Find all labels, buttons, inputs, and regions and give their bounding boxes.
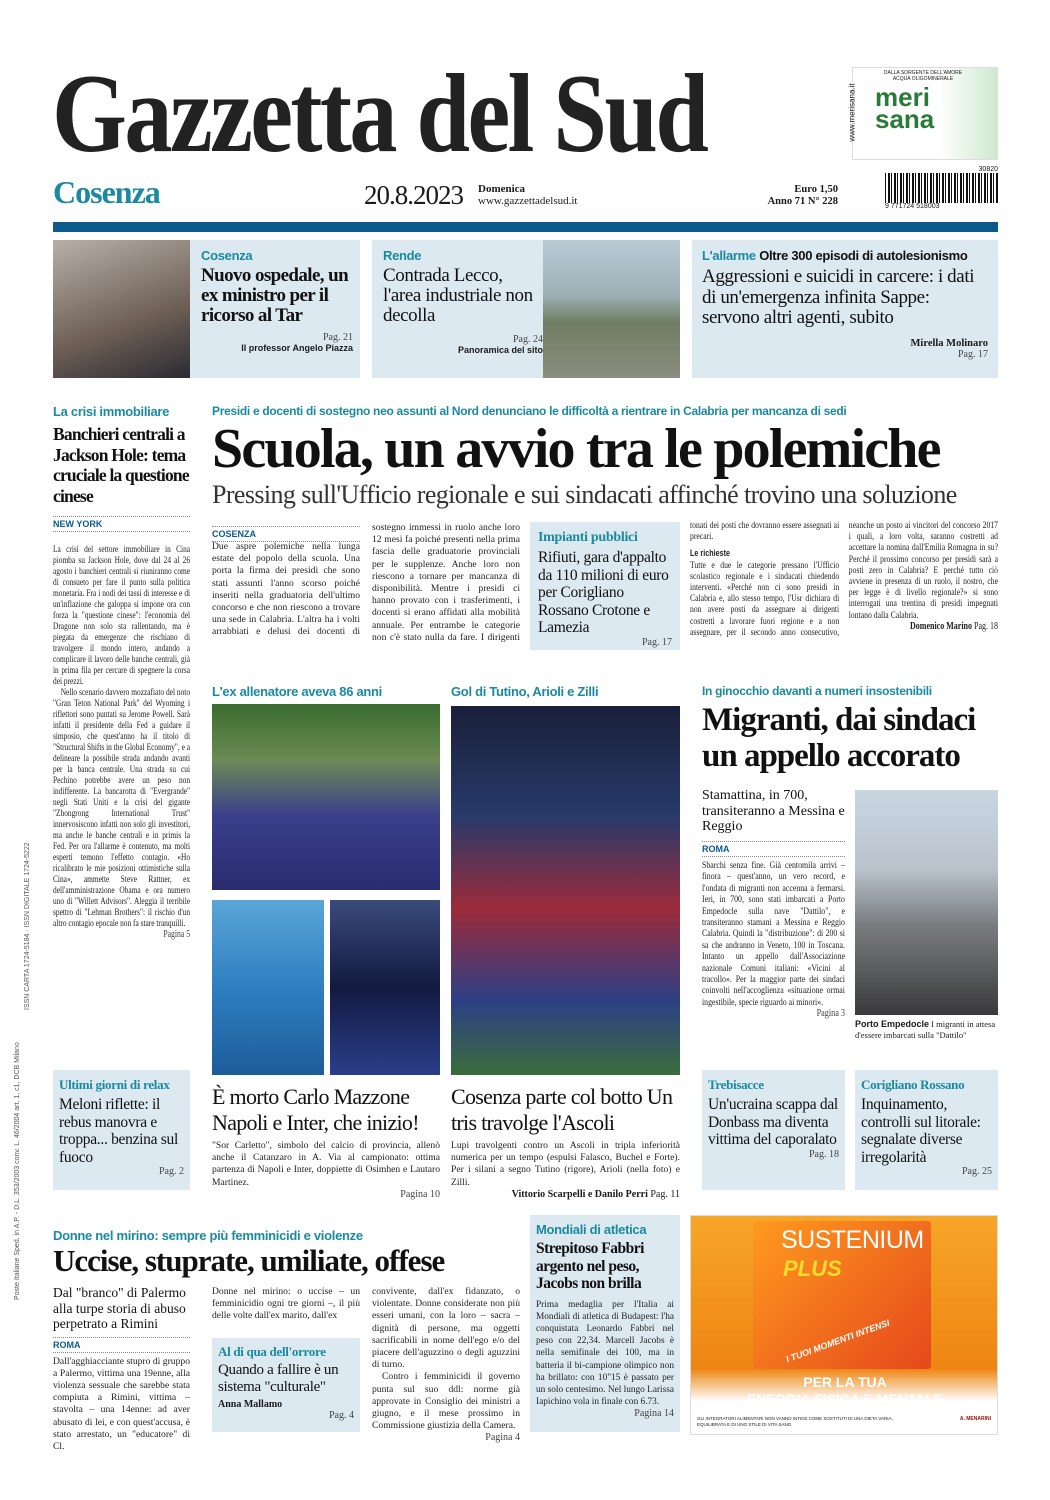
weekday: Domenica <box>478 183 526 195</box>
kicker: In ginocchio davanti a numeri insostenibili <box>702 684 932 698</box>
teaser-kicker: L'allarme <box>702 248 756 263</box>
kicker: Gol di Tutino, Arioli e Zilli <box>451 684 599 699</box>
header-bar <box>53 222 998 232</box>
page-ref: Pag. 21 <box>323 332 353 343</box>
headline: Rifiuti, gara d'appalto da 110 milioni di euro per Corigliano Rossano Crotone e Lamezia <box>538 549 669 636</box>
kicker: Donne nel mirino: sempre più femminicidi e violenze <box>53 1228 363 1243</box>
teaser-kicker: Cosenza <box>201 248 253 263</box>
box-impianti[interactable] <box>530 522 680 650</box>
page-ref: Pag. 18 <box>974 620 998 632</box>
teaser-headline: Contrada Lecco, l'area industriale non decolla <box>383 265 533 326</box>
photo-caption: I migranti in attesa d'essere imbarcati sulla "Dattilo" <box>855 1019 996 1040</box>
photo-caption: Il professor Angelo Piazza <box>241 343 353 353</box>
lead-body-1 <box>212 522 520 650</box>
page-ref: Pagina 5 <box>163 929 191 940</box>
summary: "Sor Carletto", simbolo del calcio di provincia, allenò anche il Catanzaro in A. Via al campionato: ottima partenza di Napoli e Inter, doppiette di Osimhen e Lautaro Martinez. <box>212 1140 440 1188</box>
issn-notice: ISSN CARTA 1724-5184 · ISSN DIGITALE 1724-5222 <box>24 842 31 1010</box>
barcode-digits: 9 771724 518003 <box>885 203 940 210</box>
paragraph: Sbarchi senza fine. Già centomila arrivi – finora – quest'anno, un vero record, e l'ondata di migranti non accenna a fermarsi. Ieri, in 700, sono stati imbarcati a Porto Empedocle sulla nave "Dattilo", e transiteranno stamani a Messina e Reggio Calabria. Quindi la "distribuzione": di 200 si sa che andranno in Veneto, 100 in Toscana. Intanto un appello dall'Associazione nazionale Comuni italiani: «Vicini al tracollo». Per la maggior parte dei sindaci coinvolti nell'accoglienza «situazione ormai ingestibile, specie riguardo ai minori». <box>702 860 845 1008</box>
kicker: Corigliano Rossano <box>861 1077 965 1092</box>
headline: Meloni riflette: il rebus manovra e troppa... benzina sul fuoco <box>59 1096 178 1166</box>
postal-notice: Poste Italiane Sped. in A.P. - D.L. 353/2003 conv. L. 46/2004 art. 1, c1, DCB Milano <box>14 1042 21 1300</box>
photo-carlo-mazzone <box>212 704 440 890</box>
page-ref: Pag. 11 <box>650 1188 680 1200</box>
migranti-body <box>702 860 845 1019</box>
dateline: ROMA <box>702 841 845 857</box>
ad-brand: SUSTENIUM <box>781 1226 924 1254</box>
teaser-headline: Aggressioni e suicidi in carcere: i dati di un'emergenza infinita Sappe: servono altri agenti, subito <box>702 266 975 328</box>
subtitle: Le richieste <box>690 548 731 559</box>
page-ref: Pagina 3 <box>816 1008 845 1020</box>
headline: Inquinamento, controlli sul litorale: segnalate diverse irregolarità <box>861 1096 981 1166</box>
headline[interactable]: Uccise, stuprate, umiliate, offese <box>53 1243 445 1278</box>
lead-kicker: Presidi e docenti di sostegno neo assunti al Nord denunciano le difficoltà a rientrare in Calabria per mancanza di sedi <box>212 404 847 418</box>
page-ref: Pag. 17 <box>642 636 672 648</box>
photo-caption: Panoramica del sito <box>457 345 543 355</box>
paragraph: La crisi del settore immobiliare in Cina piomba su Jackson Hole, dove dal 24 al 26 agosto i banchieri centrali si riuniranno come di consueto per fare il punto sulla politica monetaria. Fra i nodi dei tassi di interesse e di un'inflazione che galoppa si impone ora con forza la "questione cinese": l'economia del Dragone non solo sta rallentando, ma è piegata da emergenze che rischiano di travolgere il mondo intero, andando a complicare il lavoro delle banche centrali, già in prima fila per cercare di spegnere la corsa dei prezzi. <box>53 544 191 687</box>
website-link[interactable]: www.gazzettadelsud.it <box>478 195 578 207</box>
caption-place: Porto Empedocle <box>855 1019 930 1029</box>
merisana-ad[interactable] <box>847 67 998 160</box>
ad-slogan: PER LA TUA <box>803 1374 887 1390</box>
photo-lautaro <box>330 900 440 1075</box>
paragraph: Donne nel mirino: o uccise – un femminicidio ogni tre giorni –, il più delle volte dall'ex marito, dall'ex <box>212 1286 360 1322</box>
kicker: Impianti pubblici <box>538 530 638 545</box>
dateline: COSENZA <box>212 526 360 542</box>
issue-number: Anno 71 N° 228 <box>767 196 838 207</box>
page-ref: Pag. 2 <box>159 1166 184 1177</box>
paragraph: Dall'agghiacciante stupro di gruppo a Palermo, vittima una 19enne, alla violenza sessuale che sarebbe stata compiuta a Rimini, vittima – stavolta – una 14enne: ad aver abusato di lei, e con quest'accusa, è stato arrestato, un "educatore" di Cl. <box>53 1355 190 1452</box>
edition-name: Cosenza <box>53 174 160 210</box>
subhead: Stamattina, in 700, transiteranno a Messina e Reggio <box>702 788 845 834</box>
ad-tagline: DALLA SORGENTE DELL'AMORE ACQUA OLIGOMINERALE <box>883 70 963 82</box>
headline: Quando a fallire è un sistema "culturale" <box>218 1362 339 1395</box>
teaser-kicker: Rende <box>383 248 422 263</box>
masthead-title[interactable]: Gazzetta del Sud <box>52 52 707 176</box>
ad-slogan: ENERGIA FISICA E MENTALE <box>746 1391 944 1407</box>
headline: Un'ucraina scappa dal Donbass ma diventa vittima del caporalato <box>708 1096 838 1148</box>
summary: Lupi travolgenti contro un Ascoli in tripla inferiorità numerica per un tempo (espulsi Falasco, Buchel e Forte). Per i silani a segno Tutino (rigore), Arioli (nella foto) e Zilli. <box>451 1140 680 1188</box>
page-ref: Pagina 4 <box>485 1432 520 1444</box>
headline[interactable]: Migranti, dai sindaci un appello accorato <box>702 702 976 774</box>
paragraph: tonati dei posti che dovranno essere assegnati ai precari. <box>690 520 840 543</box>
ad-maker-logo: A. MENARINI <box>959 1416 991 1422</box>
kicker: Ultimi giorni di relax <box>59 1077 170 1092</box>
box-corigliano[interactable] <box>855 1070 998 1190</box>
photo-migranti <box>855 790 998 1015</box>
barcode <box>885 166 998 214</box>
dateline: NEW YORK <box>53 516 190 532</box>
ad-ribbon: I TUOI MOMENTI INTENSI <box>784 1317 891 1365</box>
ad-brand: merisana <box>875 82 935 134</box>
lead-body-2 <box>690 520 998 638</box>
page-ref: Pagina 14 <box>634 1408 674 1420</box>
author: Anna Mallamo <box>218 1399 283 1410</box>
box-atletica[interactable] <box>530 1215 680 1432</box>
photo-industrial-area <box>543 240 680 378</box>
paragraph: Nello scenario davvero mozzafiato del noto "Gran Teton National Park" del Wyoming i riflettori sono puntati su Jerome Powell. Sarà infatti il presidente della Fed a guidare il simposio, che quest'anno ha il titolo di "Structural Shifts in the Global Economy", e a delineare la possibile strada andando avanti per la banca centrale. Una strada su cui Pechino potrebbe avere un peso non indifferente. La bancarotta di "Evergrande" negli Stati Uniti e la crisi del gigante "Zhongrong International Trust" innervosiscono infatti non solo gli investitori, ma anche le banche centrali e in primis la Fed. Per ora l'allarme è contenuto, ma molti esperti temono l'effetto contagio. «Ho ricalibrato le mie posizioni ottimistiche sulla Cina», ammette Steve Rattner, ex dell'amministrazione Obama e ora numero uno di "Willett Advisors". Aleggia il terribile spettro di "Lehman Brothers": il rischio d'un altro contagio epocale non fa stare tranquilli. <box>53 687 191 929</box>
lead-subhead: Pressing sull'Ufficio regionale e sui sindacati affinché trovino una soluzione <box>212 480 957 509</box>
paragraph: Contro i femminicidi il governo punta sul suo ddl: norme già approvate in Consiglio dei ministri a giugno, e il mese prossimo in Commissione giustizia della Camera. <box>372 1371 520 1432</box>
kicker: L'ex allenatore aveva 86 anni <box>212 684 382 699</box>
headline[interactable]: Cosenza parte col botto Un tris travolge l'Ascoli <box>451 1084 673 1135</box>
box-manovra[interactable] <box>53 1070 190 1190</box>
ad-url: www.merisana.it <box>847 83 857 142</box>
paragraph: Due aspre polemiche nella lunga estate del popolo della scuola. Una porta la firma dei presidi che sono stati assunti l'anno scorso poiché inseriti nella graduatoria dell'ultimo concorso e che non riescono a trovare una sede in Calabria. L'altra ha i volti arrabbiati e delusi dei docenti di sostegno immessi in ruolo anche loro 12 mesi fa poiché presenti nella prima fascia delle graduatorie provinciali per le supplenze. Anche loro non riescono a tornare per mancanza di disponibilità. Mentre i presidi ci hanno provato con i trasferimenti, i docenti si erano affidati alla mobilità annuale. Per entrambe le categorie non c'è stato nulla da fare. I dirigenti <box>212 522 520 643</box>
photo-osimhen <box>212 900 324 1075</box>
box-orrore[interactable] <box>212 1338 360 1432</box>
photo-arioli <box>451 706 680 1075</box>
barcode-top-digits: 30820 <box>978 166 998 173</box>
issue-date: 20.8.2023 <box>364 180 463 210</box>
lead-headline[interactable]: Scuola, un avvio tra le polemiche <box>212 418 940 480</box>
paragraph: convivente, dall'ex fidanzato, o violentate. Donne considerate non più esseri umani, con la loro – sacra – dignità di persone, ma oggetti sacrificabili in nome dell'ego e/o del piacere dell'aguzzino o degli aguzzini di turno. <box>372 1286 520 1371</box>
price: Euro 1,50 <box>794 184 838 195</box>
dateline: ROMA <box>53 1337 190 1353</box>
page-ref: Pag. 4 <box>329 1410 354 1421</box>
story-jackson-hole <box>53 404 190 535</box>
author: Domenico Marino <box>910 620 972 632</box>
headline[interactable]: È morto Carlo Mazzone Napoli e Inter, che inizio! <box>212 1084 419 1135</box>
kicker: La crisi immobiliare <box>53 404 170 419</box>
paragraph: Tutte e due le categorie pressano l'Ufficio scolastico regionale e i sindacati chiedendo interventi. «Perché non ci sono presidi in Calabria e, allo stesso tempo, l'Usr dichiara di non avere posti da assegnare ai dirigenti costretti a lavorare fuori regione e a non assegnare, per il secondo anno consecutivo, neanche un posto ai vincitori del concorso 2017 i quali, a loro volta, saranno costretti ad accettare la nomina dall'Emilia Romagna in su? Perché il prossimo concorso per presidi sarà a posti zero in Calabria? E perché tutto ciò avviene in presenza di un ruolo, il nostro, che per legge è di livello regionale?» si sono interrogati una trentina di presidi impegnati lontano dalla Calabria. <box>690 520 998 638</box>
photo-angelo-piazza <box>53 240 190 378</box>
teaser-carceri[interactable] <box>692 240 998 378</box>
teaser-headline: Nuovo ospedale, un ex ministro per il ricorso al Tar <box>201 265 349 326</box>
sustenium-ad[interactable] <box>690 1215 998 1435</box>
author: Mirella Molinaro <box>910 337 988 349</box>
kicker: Mondiali di atletica <box>536 1222 647 1237</box>
box-trebisacce[interactable] <box>702 1070 845 1190</box>
teaser-kicker-bold: Oltre 300 episodi di autolesionismo <box>759 248 968 263</box>
page-ref: Pag. 25 <box>962 1166 992 1177</box>
page-ref: Pag. 24 <box>513 334 543 345</box>
kicker: Al di qua dell'orrore <box>218 1344 326 1359</box>
subhead: Dal "branco" di Palermo alla turpe storia di abuso perpetrato a Rimini <box>53 1285 186 1331</box>
paragraph: Prima medaglia per l'Italia ai Mondiali di atletica di Budapest: l'ha conquistata Leonardo Fabbri nel peso con 22,34. Marcell Jacobs è nella semifinale dei 100, ma in batteria il bi-campione olimpico non ha brillato: con 10"15 è passato per un solo centesimo. Nel lungo Larissa Iapichino vola in finale con 6.73. <box>536 1299 674 1408</box>
author: Vittorio Scarpelli e Danilo Perri <box>511 1188 648 1200</box>
headline: Banchieri centrali a Jackson Hole: tema cruciale la questione cinese <box>53 424 189 506</box>
page-ref: Pag. 17 <box>958 348 988 360</box>
teaser-ospedale[interactable] <box>53 240 360 378</box>
ad-disclaimer: GLI INTEGRATORI ALIMENTARI NON VANNO INTESI COME SOSTITUTI DI UNA DIETA VARIA, EQUILIBRATA E DI UNO STILE DI VITA SANO <box>697 1416 893 1427</box>
page-ref: Pagina 10 <box>400 1188 440 1200</box>
ad-brand-plus: PLUS <box>783 1256 842 1281</box>
story-jackson-hole-body <box>53 544 190 940</box>
teaser-rende[interactable] <box>372 240 680 378</box>
page-ref: Pag. 18 <box>809 1148 839 1160</box>
headline: Strepitoso Fabbri argento nel peso, Jacobs non brilla <box>536 1240 644 1292</box>
kicker: Trebisacce <box>708 1077 764 1092</box>
